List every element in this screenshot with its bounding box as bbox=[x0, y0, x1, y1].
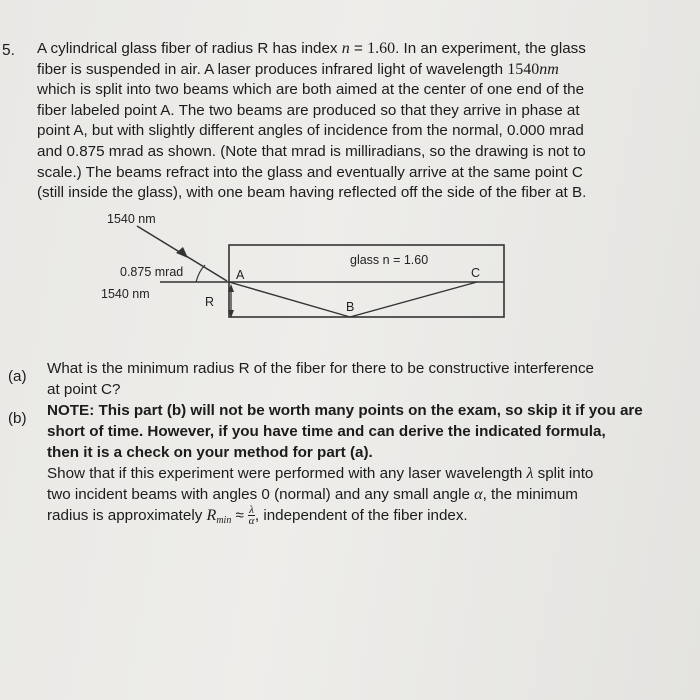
label-angle: 0.875 mrad bbox=[120, 265, 184, 279]
part-b-body-line bbox=[47, 505, 643, 531]
part-b-text bbox=[47, 400, 643, 531]
question-text-segment: (still inside the glass), with one beam having reflected off the side of the fiber at B. bbox=[37, 184, 587, 202]
r-min-subscript: min bbox=[216, 515, 232, 526]
label-point-b: B bbox=[346, 300, 355, 314]
part-b-line2-pre: two incident beams with angles 0 (normal) and any small angle bbox=[47, 486, 475, 503]
part-b-line2-post: , the minimum bbox=[482, 486, 578, 503]
label-radius: R bbox=[205, 295, 215, 309]
part-a-text bbox=[47, 358, 594, 400]
question-text-segment: which is split into two beams which are both aimed at the center of one end of the bbox=[37, 81, 585, 99]
part-b-line1-post: split into bbox=[533, 465, 594, 482]
r-min-symbol: R bbox=[206, 507, 217, 524]
angled-beam-arrowhead bbox=[176, 247, 188, 258]
refracted-beam-ab bbox=[229, 282, 350, 317]
question-text-segment: fiber is suspended in air. A laser produces infrared light of wavelength bbox=[37, 60, 508, 78]
lambda-symbol: λ bbox=[526, 465, 534, 482]
approx-symbol: ≈ bbox=[231, 507, 249, 524]
question-text-segment: and 0.875 mrad as shown. (Note that mrad is milliradians, so the drawing is not to bbox=[37, 142, 586, 160]
alpha-symbol: α bbox=[474, 486, 483, 503]
part-b-note-line: NOTE: This part (b) will not be worth many points on the exam, so skip it if you are bbox=[47, 402, 643, 419]
question-text-segment: A cylindrical glass fiber of radius R has index bbox=[37, 40, 342, 57]
question-text-segment: point A, but with slightly different angles of incidence from the normal, 0.000 mrad bbox=[37, 122, 584, 140]
question-text-segment: fiber labeled point A. The two beams are produced so that they arrive in phase at bbox=[37, 101, 580, 119]
part-a-line: What is the minimum radius R of the fiber for there to be constructive interference bbox=[47, 360, 594, 377]
question-text-segment: scale.) The beams refract into the glass and eventually arrive at the same point C bbox=[37, 163, 583, 181]
part-b-line1-pre: Show that if this experiment were performed with any laser wavelength bbox=[47, 465, 527, 482]
math-number: 1.60 bbox=[367, 40, 396, 57]
part-b-body-line bbox=[47, 463, 643, 484]
lambda-over-alpha bbox=[248, 505, 255, 526]
part-b-note-line: short of time. However, if you have time and can derive the indicated formula, bbox=[47, 423, 606, 440]
part-b-line3-pre: radius is approximately bbox=[47, 507, 207, 524]
part-b-line3-post: , independent of the fiber index. bbox=[254, 507, 468, 524]
math-symbol: nm bbox=[539, 60, 559, 78]
part-a-line: at point C? bbox=[47, 381, 121, 398]
question-number: 5. bbox=[2, 42, 15, 59]
label-point-a: A bbox=[236, 268, 245, 282]
part-b-note-line: then it is a check on your method for part (a). bbox=[47, 444, 373, 461]
label-point-c: C bbox=[471, 266, 481, 280]
label-glass: glass n = 1.60 bbox=[350, 253, 429, 267]
part-b-label: (b) bbox=[8, 410, 27, 427]
label-top-wavelength: 1540 nm bbox=[107, 212, 156, 226]
label-side-wavelength: 1540 nm bbox=[101, 287, 150, 301]
math-symbol: n bbox=[341, 40, 350, 57]
part-b-body-line bbox=[47, 484, 643, 505]
question-text-segment: . In an experiment, the glass bbox=[395, 40, 586, 57]
question-text-segment: = bbox=[349, 40, 368, 57]
reflected-beam-bc bbox=[350, 282, 477, 317]
fraction-numerator: λ bbox=[249, 504, 254, 517]
math-number: 1540 bbox=[507, 60, 540, 78]
fraction-denominator: α bbox=[248, 515, 255, 528]
part-a-label: (a) bbox=[8, 368, 27, 385]
